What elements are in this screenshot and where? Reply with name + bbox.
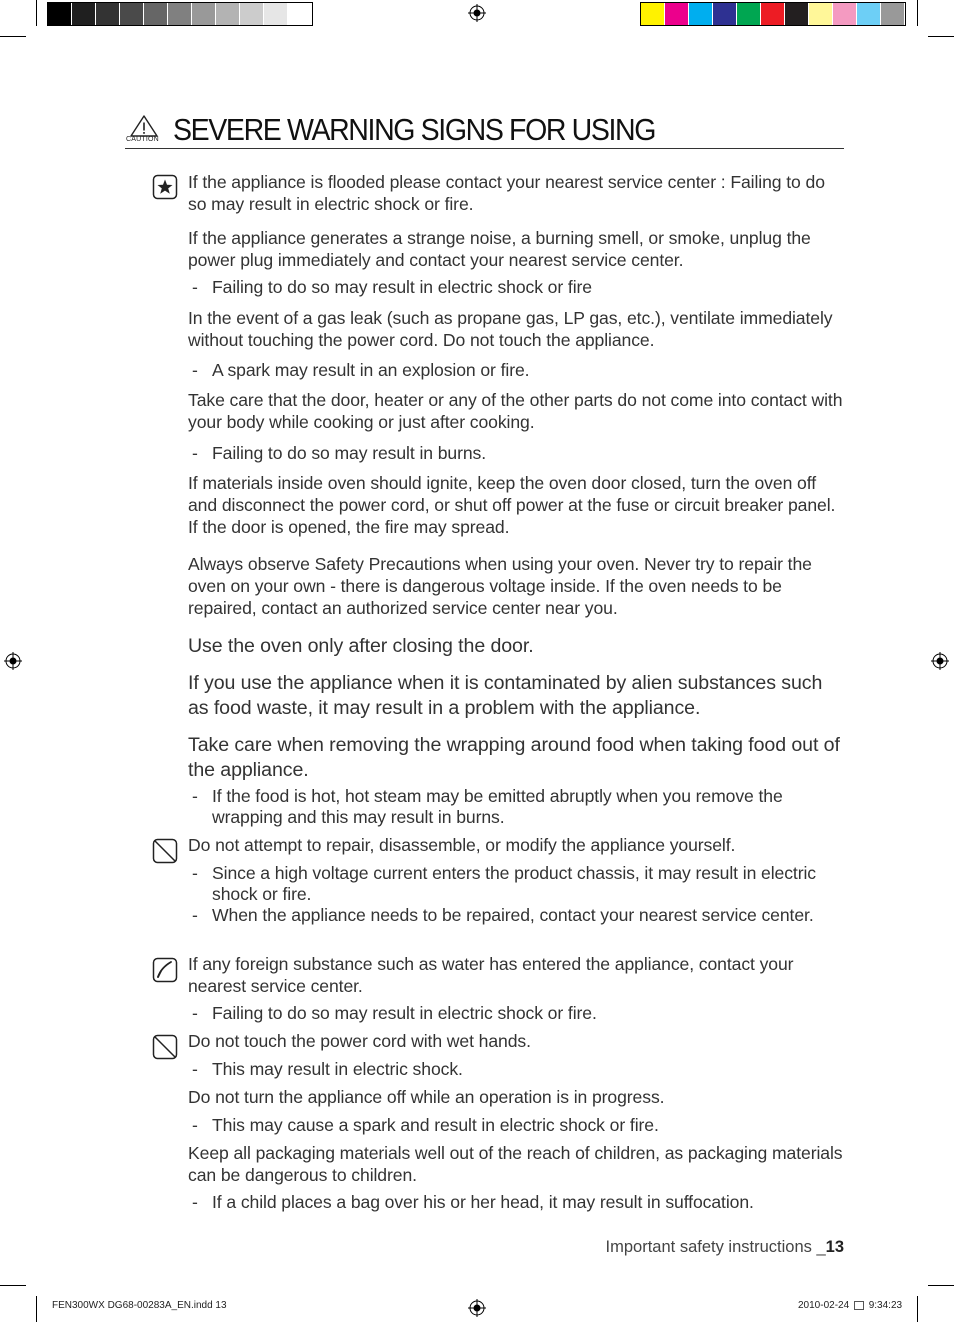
bullet-dash: - [192,443,198,463]
crop-mark [917,1296,918,1322]
bullet-dash: - [192,1115,198,1135]
bullet-item [192,786,852,828]
page-title: SEVERE WARNING SIGNS FOR USING [173,112,656,147]
paragraph-contaminated: If you use the appliance when it is contaminated by alien substances such as food waste, it may result in a problem with the appliance. [188,672,823,719]
bullet-dash: - [192,786,198,806]
bullet-text: Failing to do so may result in electric shock or fire. [212,1003,597,1023]
crop-mark [36,1296,37,1322]
color-swatch [857,3,881,25]
bullet-item [192,1115,852,1136]
page-footer [606,1238,844,1257]
bullet-item [192,905,852,926]
bullet-text: Failing to do so may result in electric shock or fire [212,277,592,297]
bullet-text: If a child places a bag over his or her head, it may result in suffocation. [212,1192,754,1212]
crop-mark [0,1285,26,1286]
color-swatch [288,3,312,25]
color-swatch [216,3,240,25]
color-swatch [785,3,809,25]
registration-mark-icon [4,652,22,670]
bullet-dash: - [192,1192,198,1212]
bullet-item [192,1003,852,1024]
color-swatch [809,3,833,25]
bullet-text: This may result in electric shock. [212,1059,463,1079]
bullet-item [192,277,852,298]
color-swatch [737,3,761,25]
paragraph-gas-leak: In the event of a gas leak (such as propane gas, LP gas, etc.), ventilate immediately without touching the power cord. Do not touch the appliance. [188,308,833,350]
bullet-text: When the appliance needs to be repaired, contact your nearest service center. [212,905,814,925]
registration-mark-icon [931,652,949,670]
star-in-box-icon [152,174,178,200]
bullet-item [192,1192,852,1213]
crop-mark [928,36,954,37]
bullet-dash: - [192,1003,198,1023]
bullet-text: This may cause a spark and result in electric shock or fire. [212,1115,659,1135]
prohibition-box-icon [152,838,178,864]
instruction-box-icon [152,957,178,983]
color-swatch [641,3,665,25]
bullet-dash: - [192,905,198,925]
paragraph-wrapping: Take care when removing the wrapping around food when taking food out of the appliance. [188,734,840,781]
bullet-dash: - [192,1059,198,1079]
bullet-text: Failing to do so may result in burns. [212,443,487,463]
color-swatch [120,3,144,25]
color-swatch [48,3,72,25]
paragraph-flooded: If the appliance is flooded please contact your nearest service center : Failing to do so may result in electric shock or fire. [188,172,825,214]
bullet-text: If the food is hot, hot steam may be emitted abruptly when you remove the wrapping and this may result in burns. [212,786,783,827]
paragraph-no-repair: Do not attempt to repair, disassemble, or modify the appliance yourself. [188,835,736,855]
paragraph-safety-precautions: Always observe Safety Precautions when using your oven. Never try to repair the oven on your own - there is dangerous voltage inside. If the oven needs to be repaired, contact an authorized service center near you. [188,554,812,618]
bullet-text: A spark may result in an explosion or fire. [212,360,530,380]
bullet-item [192,443,852,464]
color-swatch [192,3,216,25]
slug-date: 2010-02-24 [798,1300,850,1311]
color-swatch [713,3,737,25]
slug-filename: FEN300WX DG68-00283A_EN.indd 13 [52,1300,227,1311]
bullet-item [192,1059,852,1080]
caution-label: CAUTION [126,136,159,143]
paragraph-operation-progress: Do not turn the appliance off while an operation is in progress. [188,1087,665,1107]
paragraph-door-heater: Take care that the door, heater or any of the other parts do not come into contact with your body while cooking or just after cooking. [188,390,843,432]
color-swatch [72,3,96,25]
color-swatch [96,3,120,25]
bullet-text: Since a high voltage current enters the product chassis, it may result in electric shock or fire. [212,863,816,904]
crop-mark [928,1285,954,1286]
color-swatch [665,3,689,25]
color-swatch-bar [640,2,906,26]
registration-mark-icon [468,4,486,22]
paragraph-foreign-substance: If any foreign substance such as water has entered the appliance, contact your nearest service center. [188,954,794,996]
color-swatch [144,3,168,25]
paragraph-ignite: If materials inside oven should ignite, keep the oven door closed, turn the oven off and disconnect the power cord, or shut off power at the fuse or circuit breaker panel. If the door is opened, the fire may spread. [188,473,836,537]
prohibition-box-icon [152,1034,178,1060]
color-swatch [833,3,857,25]
paragraph-wet-hands: Do not touch the power cord with wet hands. [188,1031,531,1051]
color-swatch [168,3,192,25]
footer-section-label: Important safety instructions _ [605,1238,826,1256]
bullet-item [192,863,852,905]
paragraph-closing-door: Use the oven only after closing the door. [188,635,534,657]
crop-mark [917,0,918,26]
crop-mark [36,0,37,26]
color-swatch [264,3,288,25]
paragraph-strange-noise: If the appliance generates a strange noise, a burning smell, or smoke, unplug the power plug immediately and contact your nearest service center. [188,228,811,270]
color-swatch [689,3,713,25]
color-swatch [881,3,905,25]
bullet-dash: - [192,277,198,297]
slug-timestamp [798,1300,902,1311]
section-header [125,112,844,149]
registration-mark-icon [468,1299,486,1317]
paragraph-packaging: Keep all packaging materials well out of the reach of children, as packaging materials can be dangerous to children. [188,1143,843,1185]
bullet-dash: - [192,863,198,883]
slug-marker [854,1301,864,1310]
bullet-item [192,360,852,381]
crop-mark [0,36,26,37]
color-swatch [240,3,264,25]
bullet-dash: - [192,360,198,380]
slug-time: 9:34:23 [868,1300,903,1311]
grayscale-swatch-bar [47,2,313,26]
color-swatch [761,3,785,25]
page-number: 13 [825,1238,844,1256]
